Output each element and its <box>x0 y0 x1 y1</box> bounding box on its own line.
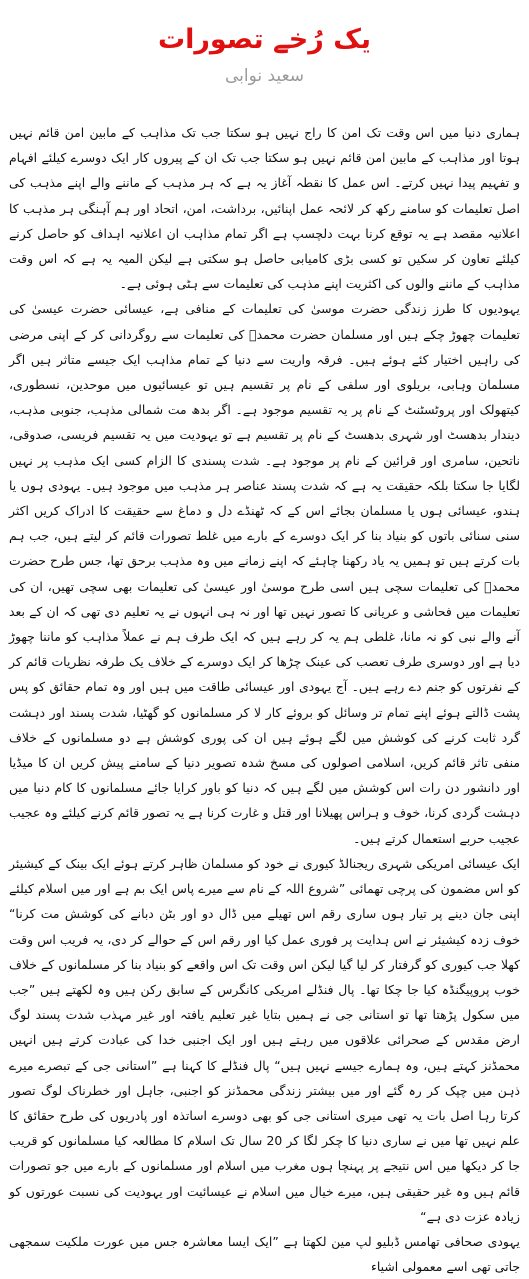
article-title: یک رُخے تصورات <box>157 24 371 55</box>
paragraph: ایک عیسائی امریکی شہری ریجنالڈ کیوری نے خود کو مسلمان ظاہر کرتے ہوئے ایک بینک کے کیشیئر کو اس مضمون کی پرچی تھمائی ”شروع اللہ کے نام سے میرے پاس ایک بم ہے اور میں اسلام کیلئے اپنی جان دینے پر تیار ہوں ساری رقم اس تھیلے میں ڈال دو اور بٹن دبانے کی کوشش مت کرنا“ خوف زدہ کیشیئر نے اس ہدایت پر فوری عمل کیا اور رقم اس کے حوالے کر دی، یہ فریب اس وقت کھلا جب کیوری کو گرفتار کر لیا گیا لیکن اس وقت تک اس واقعے کو بنیاد بنا کر مسلمانوں کے خلاف خوب پروپیگنڈہ کیا جا چکا تھا۔ پال فنڈلے امریکی کانگرس کے سابق رکن ہیں وہ لکھتے ہیں ”جب میں سکول پڑھتا تھا تو استانی جی نے ہمیں بتایا غیر تعلیم یافتہ اور غیر مہذب شدت پسند لوگ ارض مقدس کے صحرائی علاقوں میں رہتے ہیں اور ایک اجنبی خدا کی عبادت کرتے ہیں انہیں محمڈنز کہتے ہیں، وہ ہمارے جیسے نہیں ہیں“ پال فنڈلے کا کہنا ہے ”استانی جی کے تبصرے میرے ذہن میں چپک کر رہ گئے اور میں بیشتر زندگی محمڈنز کو اجنبی، جاہل اور خطرناک لوگ تصور کرتا رہا اصل بات یہ تھی میری استانی جی کو بھی دوسرے اساتذہ اور پادریوں کی طرح حقائق کا علم نہیں تھا میں نے ساری دنیا کا چکر لگا کر 20 سال تک اسلام کا مطالعہ کیا مسلمانوں کو قریب جا کر دیکھا میں اس نتیجے پر پہنچا ہوں مغرب میں اسلام اور مسلمانوں کے بارے میں جو تصورات قائم ہیں وہ غیر حقیقی ہیں، میرے خیال میں اسلام نے عیسائیت اور یہودیت کی نسبت عورتوں کو زیادہ عزت دی ہے“ <box>9 855 520 1224</box>
article-author: سعید نوابی <box>224 66 305 86</box>
paragraph: ہماری دنیا میں اس وقت تک امن کا راج نہیں ہو سکتا جب تک مذاہب کے مابین امن قائم نہیں ہوتا اور مذاہب کے مابین امن قائم نہیں ہو سکتا جب تک ان کے پیروں کار ایک دوسرے کیلئے افہام و تفہیم پیدا نہیں کرتے۔ اس عمل کا نقطہ آغاز یہ ہے کہ ہر مذہب کے ماننے والے اپنے مذہب کی اصل تعلیمات کو سامنے رکھ کر لائحہ عمل اپنائیں، برداشت، امن، اتحاد اور ہم آہنگی ہر مذہب کا اعلانیہ مقصد ہے یہ توقع کرنا بہت دلچسپ ہے اگر تمام مذاہب ان اعلانیہ اہداف کو حاصل کرنے کیلئے تعاون کر سکیں تو کسی بڑی کامیابی حاصل ہو سکتی ہے لیکن المیہ یہ ہے کہ اس وقت مذاہب کے ماننے والوں کی اکثریت اپنے مذہب کی تعلیمات سے ہٹی ہوئی ہے۔ <box>9 125 520 292</box>
article-body <box>9 120 520 1279</box>
paragraph: یہودیوں کا طرز زندگی حضرت موسیٰ کی تعلیمات کے منافی ہے، عیسائی حضرت عیسیٰ کی تعلیمات چھوڑ چکے ہیں اور مسلمان حضرت محمدؐ کی تعلیمات سے روگردانی کر کے اپنی مرضی کی راہیں اختیار کئے ہوئے ہیں۔ فرقہ واریت سے دنیا کے تمام مذاہب ایک جیسے متاثر ہیں اگر مسلمان وہابی، بریلوی اور سلفی کے نام پر تقسیم ہیں تو عیسائیوں میں موحدین، نسطوری، کیتھولک اور پروٹسٹنٹ کے نام پر یہ تقسیم موجود ہے۔ اگر بدھ مت شمالی مذہب، جنوبی مذہب، دیندار بدھسٹ اور شہری بدھسٹ کے نام پر تقسیم ہے تو یہودیت میں یہ تقسیم فریسی، صدوقی، ناتحین، سامری اور قرائین کے نام پر موجود ہے۔ شدت پسندی کا الزام کسی ایک مذہب پر نہیں لگایا جا سکتا بلکہ حقیقت یہ ہے کہ شدت پسند عناصر ہر مذہب میں موجود ہیں۔ یہودی ہوں یا ہندو، عیسائی ہوں یا مسلمان بجائے اس کے کہ ٹھنڈے دل و دماغ سے حقیقت کا ادراک کریں اکثر سنی سنائی باتوں کو بنیاد بنا کر ایک دوسرے کے بارے میں غلط تصورات قائم کر لیتے ہیں، جب ہم بات کرتے ہیں تو ہمیں یہ یاد رکھنا چاہئے کہ اپنے زمانے میں وہ مذہب برحق تھا، جس طرح حضرت محمدؐ کی تعلیمات سچی ہیں اسی طرح موسیٰ اور عیسیٰ کی تعلیمات بھی سچی تھیں، ان کی تعلیمات میں فحاشی و عریانی کا تصور نہیں تھا اور نہ ہی انہوں نے یہ تعلیم دی تھی کہ ان کے بعد آنے والے نبی کو نہ مانا، غلطی ہم یہ کر رہے ہیں کہ ایک طرف ہم نے عملاً مذاہب کو ماننا چھوڑ دیا ہے اور دوسری طرف تعصب کی عینک چڑھا کر ایک دوسرے کے خلاف یک طرفہ نظریات قائم کر کے نفرتوں کو جنم دے رہے ہیں۔ آج یہودی اور عیسائی طاقت میں ہیں اور وہ تمام حقائق کو پس پشت ڈالتے ہوئے اپنے تمام تر وسائل کو بروئے کار لا کر مسلمانوں کو گھٹیا، شدت پسند اور دہشت گرد ثابت کرنے کی کوشش میں لگے ہوئے ہیں ان کی پوری کوشش ہے دو مسلمانوں کے خلاف منفی تاثر قائم کریں، اسلامی اصولوں کی مسخ شدہ تصویر دنیا کے سامنے پیش کریں ان کا میڈیا اور دانشور دن رات اس کوشش میں لگے ہیں کہ دنیا کو باور کرایا جائے مسلمانوں کا کام دنیا میں دہشت گردی کرنا، خوف و ہراس پھیلانا اور قتل و غارت کرنا ہے یہ تصور قائم کرنے کیلئے وہ عجیب عجیب حربے استعمال کرتے ہیں۔ <box>9 301 520 846</box>
paragraph: یہودی صحافی تھامس ڈبلیو لپ مین لکھتا ہے ”ایک ایسا معاشرہ جس میں عورت ملکیت سمجھی جاتی تھی اسے معمولی اشیاء <box>9 1233 520 1275</box>
